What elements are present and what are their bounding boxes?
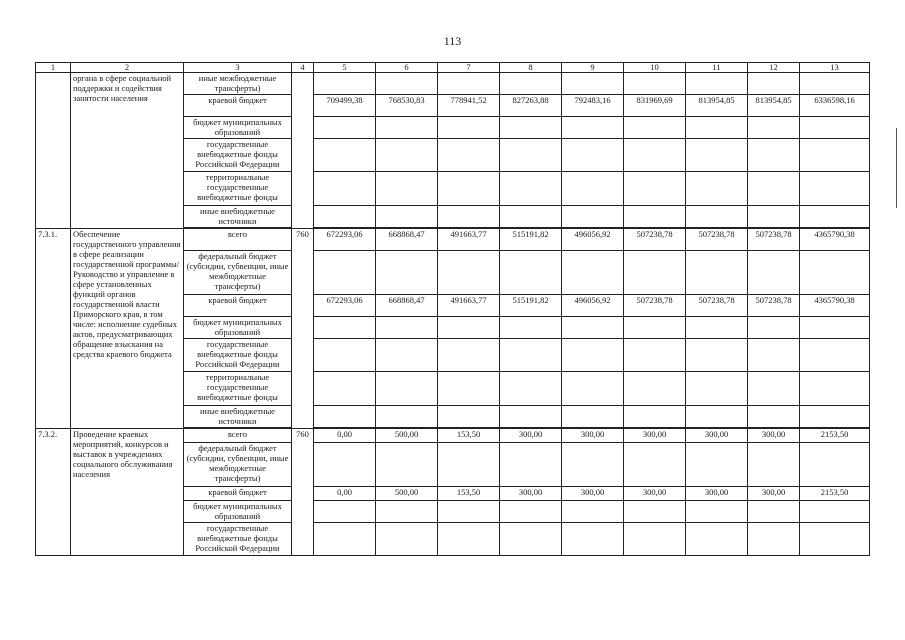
value-cell: 507238,78 [748, 295, 800, 317]
value-cell: 4365790,38 [800, 229, 870, 251]
value-cell: 491663,77 [438, 229, 500, 251]
source-cell: краевой бюджет [184, 487, 292, 501]
value-cell: 300,00 [562, 429, 624, 443]
column-header: 10 [624, 63, 686, 73]
value-cell: 300,00 [686, 429, 748, 443]
value-cell: 515191,82 [500, 295, 562, 317]
value-cell: 813954,85 [748, 95, 800, 117]
value-cell: 507238,78 [624, 295, 686, 317]
margin-mark [896, 128, 897, 208]
column-header: 1 [36, 63, 71, 73]
value-cell: 300,00 [500, 429, 562, 443]
item-name-cell: Обеспечение государственного управления в сфере реализации государственной программы/ Руководство и управление в сфере установленных функций органов государственной власти Приморского края, в том числе: исполнение судебных актов, предусматривающих обращение взыскания на средства краевого бюджета [71, 229, 184, 429]
column-header: 8 [500, 63, 562, 73]
item-name-cell: Проведение краевых мероприятий, конкурсов и выставок в учреждениях социального обслуживания населения [71, 429, 184, 556]
value-cell: 300,00 [748, 429, 800, 443]
value-cell: 300,00 [748, 487, 800, 501]
value-cell: 507238,78 [686, 229, 748, 251]
value-cell: 496056,92 [562, 229, 624, 251]
table-row [36, 229, 870, 251]
source-cell: территориальные государственные внебюджетные фонды [184, 372, 292, 406]
source-cell: всего [184, 429, 292, 443]
value-cell: 768530,83 [376, 95, 438, 117]
source-cell: всего [184, 229, 292, 251]
value-cell: 496056,92 [562, 295, 624, 317]
value-cell: 709499,38 [314, 95, 376, 117]
source-cell: территориальные государственные внебюджетные фонды [184, 172, 292, 206]
column-header: 13 [800, 63, 870, 73]
value-cell: 300,00 [562, 487, 624, 501]
source-cell: иные межбюджетные трансферты) [184, 73, 292, 95]
value-cell: 2153,50 [800, 429, 870, 443]
column-header: 5 [314, 63, 376, 73]
source-cell: бюджет муниципальных образований [184, 117, 292, 139]
value-cell: 778941,52 [438, 95, 500, 117]
header-row [36, 63, 870, 73]
source-cell: государственные внебюджетные фонды Российской Федерации [184, 139, 292, 172]
value-cell: 831969,69 [624, 95, 686, 117]
budget-table [35, 62, 870, 556]
value-cell: 0,00 [314, 487, 376, 501]
value-cell: 6336598,16 [800, 95, 870, 117]
item-number-cell: 7.3.2. [36, 429, 71, 556]
page-number: 113 [443, 34, 462, 48]
source-cell: федеральный бюджет (субсидии, субвенции, иные межбюджетные трансферты) [184, 251, 292, 295]
column-header: 11 [686, 63, 748, 73]
value-cell: 300,00 [500, 487, 562, 501]
column-header: 4 [292, 63, 314, 73]
value-cell: 507238,78 [624, 229, 686, 251]
value-cell: 300,00 [624, 429, 686, 443]
value-cell: 507238,78 [748, 229, 800, 251]
source-cell: федеральный бюджет (субсидии, субвенции, иные межбюджетные трансферты) [184, 443, 292, 487]
code-cell: 760 [292, 229, 314, 429]
table-row [36, 429, 870, 443]
value-cell: 2153,50 [800, 487, 870, 501]
value-cell: 300,00 [686, 487, 748, 501]
value-cell: 153,50 [438, 487, 500, 501]
column-header: 12 [748, 63, 800, 73]
source-cell: бюджет муниципальных образований [184, 501, 292, 523]
source-cell: бюджет муниципальных образований [184, 317, 292, 339]
value-cell: 813954,85 [686, 95, 748, 117]
value-cell: 500,00 [376, 429, 438, 443]
code-cell: 760 [292, 429, 314, 556]
value-cell: 668868,47 [376, 229, 438, 251]
column-header: 3 [184, 63, 292, 73]
value-cell: 668868,47 [376, 295, 438, 317]
source-cell: краевой бюджет [184, 295, 292, 317]
value-cell: 507238,78 [686, 295, 748, 317]
table-row [36, 73, 870, 95]
column-header: 6 [376, 63, 438, 73]
value-cell: 515191,82 [500, 229, 562, 251]
column-header: 9 [562, 63, 624, 73]
value-cell: 0,00 [314, 429, 376, 443]
value-cell: 491663,77 [438, 295, 500, 317]
value-cell: 672293,06 [314, 295, 376, 317]
value-cell: 792483,16 [562, 95, 624, 117]
value-cell: 300,00 [624, 487, 686, 501]
item-number-cell: 7.3.1. [36, 229, 71, 429]
source-cell: государственные внебюджетные фонды Российской Федерации [184, 339, 292, 372]
value-cell: 827263,88 [500, 95, 562, 117]
value-cell: 500,00 [376, 487, 438, 501]
code-cell [292, 73, 314, 229]
value-cell: 4365790,38 [800, 295, 870, 317]
column-header: 7 [438, 63, 500, 73]
item-number-cell [36, 73, 71, 229]
source-cell: государственные внебюджетные фонды Российской Федерации [184, 523, 292, 556]
column-header: 2 [71, 63, 184, 73]
value-cell: 672293,06 [314, 229, 376, 251]
source-cell: краевой бюджет [184, 95, 292, 117]
source-cell: иные внебюджетные источники [184, 206, 292, 228]
item-name-cell: органа в сфере социальной поддержки и содействия занятости населения [71, 73, 184, 229]
source-cell: иные внебюджетные источники [184, 406, 292, 428]
value-cell: 153,50 [438, 429, 500, 443]
